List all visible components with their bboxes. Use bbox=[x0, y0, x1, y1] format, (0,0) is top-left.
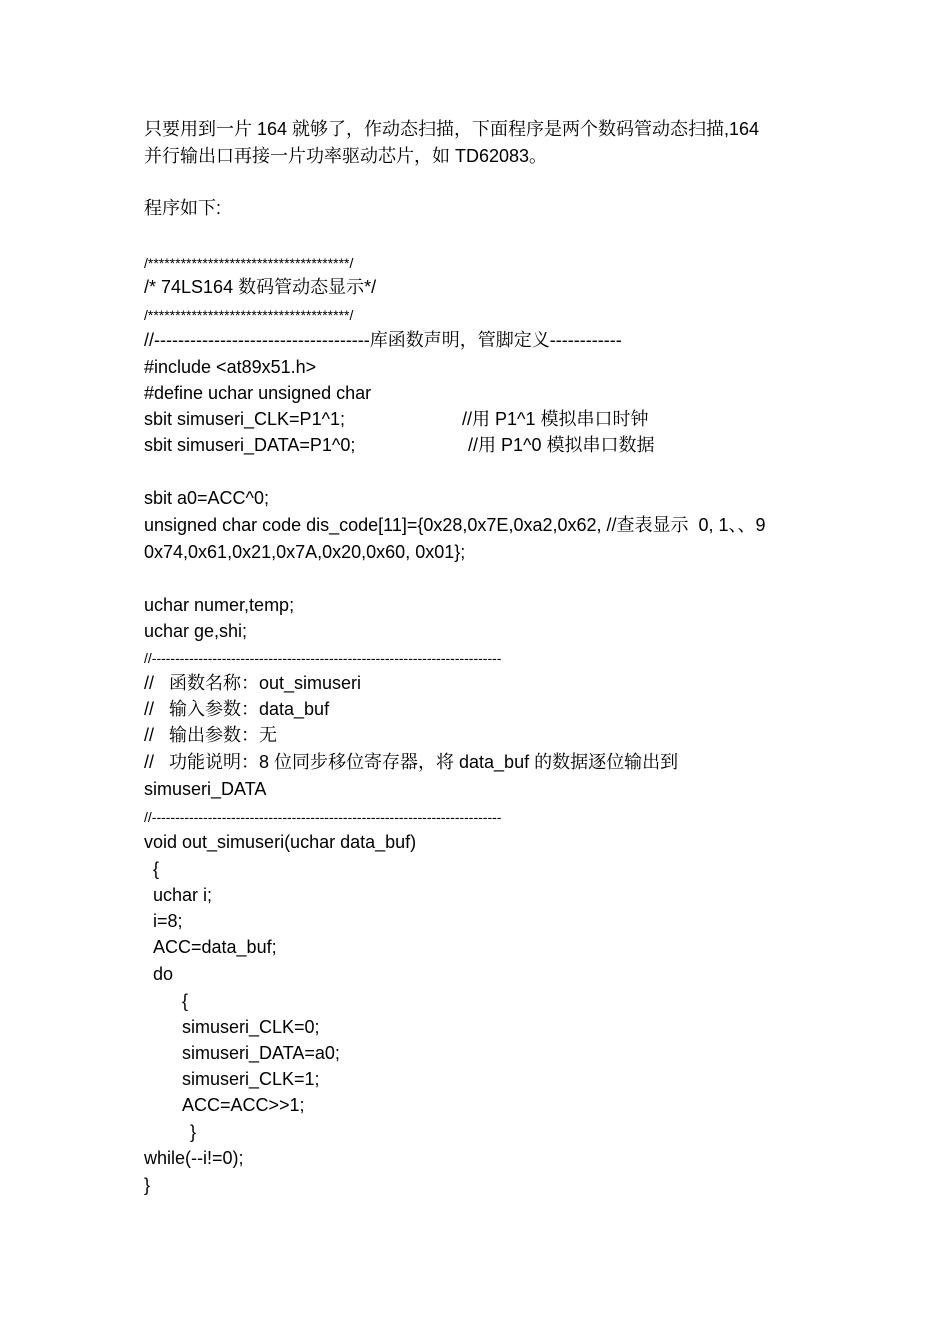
code-dis-code-2: 0x74,0x61,0x21,0x7A,0x20,0x60, 0x01}; bbox=[144, 542, 466, 562]
code-include: #include <at89x51.h> bbox=[144, 357, 317, 377]
code-clk1: simuseri_CLK=1; bbox=[182, 1069, 320, 1089]
code-do-close-brace: } bbox=[190, 1122, 197, 1142]
code-sbit-clk-comment: //用 P1^1 模拟串口时钟 bbox=[462, 409, 649, 429]
code-sbit-a0: sbit a0=ACC^0; bbox=[144, 488, 270, 508]
code-sbit-data: sbit simuseri_DATA=P1^0; bbox=[144, 435, 356, 455]
code-var-ge: uchar ge,shi; bbox=[144, 621, 248, 641]
code-func-desc: // 功能说明：8 位同步移位寄存器，将 data_buf 的数据逐位输出到 bbox=[144, 752, 679, 772]
code-clk0: simuseri_CLK=0; bbox=[182, 1017, 320, 1037]
code-data-a0: simuseri_DATA=a0; bbox=[182, 1043, 340, 1063]
code-func-signature: void out_simuseri(uchar data_buf) bbox=[144, 832, 417, 852]
code-sbit-clk: sbit simuseri_CLK=P1^1; bbox=[144, 409, 346, 429]
code-dis-code-1: unsigned char code dis_code[11]={0x28,0x7E,0xa2,0x62, //查表显示 0, 1、、9 bbox=[144, 515, 766, 535]
code-do-keyword: do bbox=[153, 964, 174, 984]
code-while-line: while(--i!=0); bbox=[144, 1148, 244, 1168]
code-var-numer: uchar numer,temp; bbox=[144, 595, 295, 615]
code-acc-shift: ACC=ACC>>1; bbox=[182, 1095, 305, 1115]
code-divider-1: //--------------------------------------------------------------------------- bbox=[144, 650, 502, 666]
code-define: #define uchar unsigned char bbox=[144, 383, 372, 403]
code-section-divider: //------------------------------------库函数声明，管脚定义------------ bbox=[144, 330, 622, 350]
code-acc-assign: ACC=data_buf; bbox=[153, 937, 277, 957]
code-banner-top: /*************************************/ bbox=[144, 255, 354, 271]
program-label: 程序如下: bbox=[144, 198, 222, 218]
code-sbit-data-comment: //用 P1^0 模拟串口数据 bbox=[468, 435, 655, 455]
code-banner-title: /* 74LS164 数码管动态显示*/ bbox=[144, 277, 377, 297]
code-func-desc-cont: simuseri_DATA bbox=[144, 779, 267, 799]
intro-line-1: 只要用到一片 164 就够了，作动态扫描，下面程序是两个数码管动态扫描,164 bbox=[144, 119, 760, 139]
code-decl-i: uchar i; bbox=[153, 885, 213, 905]
code-func-name: // 函数名称：out_simuseri bbox=[144, 673, 362, 693]
code-assign-i: i=8; bbox=[153, 911, 183, 931]
code-do-open-brace: { bbox=[182, 991, 189, 1011]
intro-line-2: 并行输出口再接一片功率驱动芯片，如 TD62083。 bbox=[144, 146, 548, 166]
code-divider-2: //--------------------------------------------------------------------------- bbox=[144, 809, 502, 825]
code-close-brace: } bbox=[144, 1175, 151, 1195]
code-open-brace: { bbox=[153, 859, 160, 879]
code-banner-bottom: /*************************************/ bbox=[144, 307, 354, 323]
code-func-output: // 输出参数：无 bbox=[144, 725, 278, 745]
code-func-input: // 输入参数：data_buf bbox=[144, 699, 330, 719]
